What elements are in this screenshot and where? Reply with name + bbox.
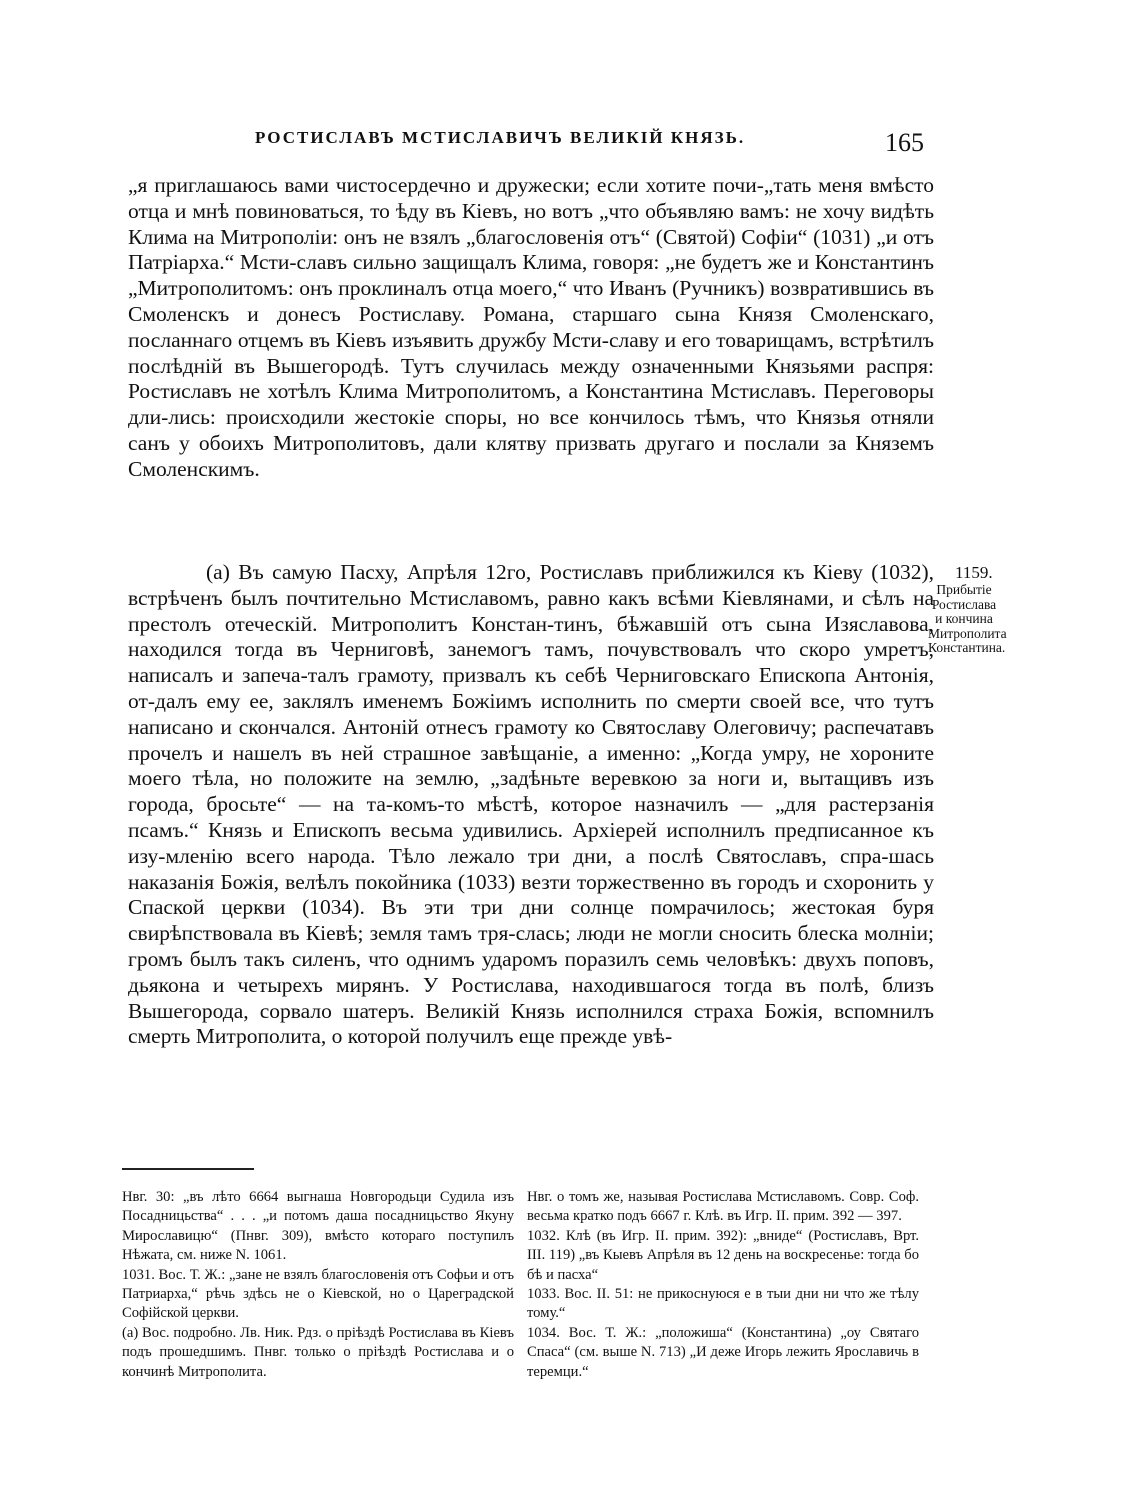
body-paragraph-1: „я приглашаюсь вами чистосердечно и дружески; если хотите почи-„тать меня вмѣсто отца и мнѣ повиноваться, то ѣду въ Кіевъ, но вотъ „что объявляю вамъ: не хочу видѣть Клима на Митрополіи: онъ не взялъ „благословенія отъ“ (Святой) Софіи“ (1031) „и отъ Патріарха.“ Мсти-славъ сильно защищалъ Клима, говоря: „не будетъ же и Константинъ „Митрополитомъ: онъ проклиналъ отца моего,“ что Иванъ (Ручникъ) возвратившись въ Смоленскъ и донесъ Ростиславу. Романа, старшаго сына Князя Смоленскаго, посланнаго отцемъ въ Кіевъ изъявить дружбу Мсти-славу и его товарищамъ, встрѣтилъ послѣдній въ Вышегородѣ. Тутъ случилась между означенными Князьями распря: Ростиславъ не хотѣлъ Клима Митрополитомъ, а Константина Мстиславъ. Переговоры дли-лись: происходили жестокіе споры, но все кончилось тѣмъ, что Князья отняли санъ у обоихъ Митрополитовъ, дали клятву призвать другаго и послали за Княземъ Смоленскимъ. [128, 173, 934, 481]
footnote-rule [122, 1168, 254, 1170]
margin-year: 1159. [955, 563, 993, 582]
running-header: РОСТИСЛАВЪ МСТИСЛАВИЧЪ ВЕЛИКІЙ КНЯЗЬ. [255, 128, 746, 147]
footnote: 1031. Вос. Т. Ж.: „зане не взялъ благословенія отъ Софьи и отъ Патриарха,“ рѣчь здѣсь не о Кіевской, но о Цареградской Софійской церкви. [122, 1266, 514, 1322]
footnote: (а) Вос. подробно. Лв. Ник. Рдз. о пріѣздѣ Ростислава въ Кіевъ подъ прошедшимъ. Пнвг. только о пріѣздѣ Ростислава и о кончинѣ Митрополита. [122, 1324, 514, 1380]
margin-note: Прибытіе Ростислава и кончина Митрополита Константина. [928, 582, 1007, 655]
footnote: Нвг. 30: „въ лѣто 6664 выгнаша Новгородьци Судила изъ Посадницьства“ . . . „и потомъ даша посадницьство Якуну Мирославицю“ (Пнвг. 309), вмѣсто котораго поступилъ Нѣжата, см. ниже N. 1061. [122, 1189, 514, 1264]
footnotes-right-column [527, 1188, 919, 1382]
footnotes-left-column [122, 1188, 514, 1382]
footnote: 1034. Вос. Т. Ж.: „положиша“ (Константина) „оу Святаго Спаса“ (см. выше N. 713) „И деже Игорь лежить Ярославичь в теремци.“ [527, 1324, 919, 1380]
footnote: Нвг. о томъ же, называя Ростислава Мстиславомъ. Совр. Соф. весьма кратко подъ 6667 г. Клѣ. въ Игр. II. прим. 392 — 397. [527, 1189, 919, 1225]
page-number: 165 [885, 128, 924, 157]
body-paragraph-2: (а) Въ самую Пасху, Апрѣля 12го, Ростиславъ приближился къ Кіеву (1032), встрѣченъ былъ почтительно Мстиславомъ, равно какъ всѣми Кіевлянами, и сѣлъ на престолъ отеческій. Митрополитъ Констан-тинъ, бѣжавшій отъ сына Изяславова, находился тогда въ Черниговѣ, занемогъ тамъ, почувствовалъ что скоро умретъ, написалъ и запеча-талъ грамоту, призвалъ къ себѣ Черниговскаго Епископа Антонія, от-далъ ему ее, заклялъ именемъ Божіимъ исполнить по смерти своей все, что тутъ написано и скончался. Антоній отнесъ грамоту ко Святославу Олеговичу; распечатавъ прочелъ и нашелъ въ ней страшное завѣщаніе, а именно: „Когда умру, не хороните моего тѣла, но положите на землю, „задѣньте веревкою за ноги и, вытащивъ изъ города, бросьте“ — на та-комъ-то мѣстѣ, которое назначилъ — „для растерзанія псамъ.“ Князь и Епископъ весьма удивились. Архіерей исполнилъ предписанное къ изу-мленію всего народа. Тѣло лежало три дни, а послѣ Святославъ, спра-шась наказанія Божія, велѣлъ покойника (1033) везти торжественно въ городъ и схоронить у Спаской церкви (1034). Въ эти три дни солнце помрачилось; жестокая буря свирѣпствовала въ Кіевѣ; земля тамъ тря-слась; люди не могли сносить блеска молніи; громъ былъ такъ силенъ, что однимъ ударомъ поразилъ семь человѣкъ: двухъ поповъ, дьякона и четырехъ мирянъ. У Ростислава, находившагося тогда въ полѣ, близъ Вышегорода, сорвало шатеръ. Великій Князь исполнился страха Божія, вспомнилъ смерть Митрополита, о которой получилъ еще прежде увѣ- [128, 560, 934, 1049]
footnote: 1032. Клѣ (въ Игр. II. прим. 392): „вниде“ (Ростиславъ, Врт. III. 119) „въ Кыевъ Апрѣля въ 12 день на воскресенье: тогда бо бѣ и пасха“ [527, 1227, 919, 1283]
footnote: 1033. Вос. II. 51: не прикоснуюся е в тыи дни ни что же тѣлу тому.“ [527, 1286, 919, 1322]
